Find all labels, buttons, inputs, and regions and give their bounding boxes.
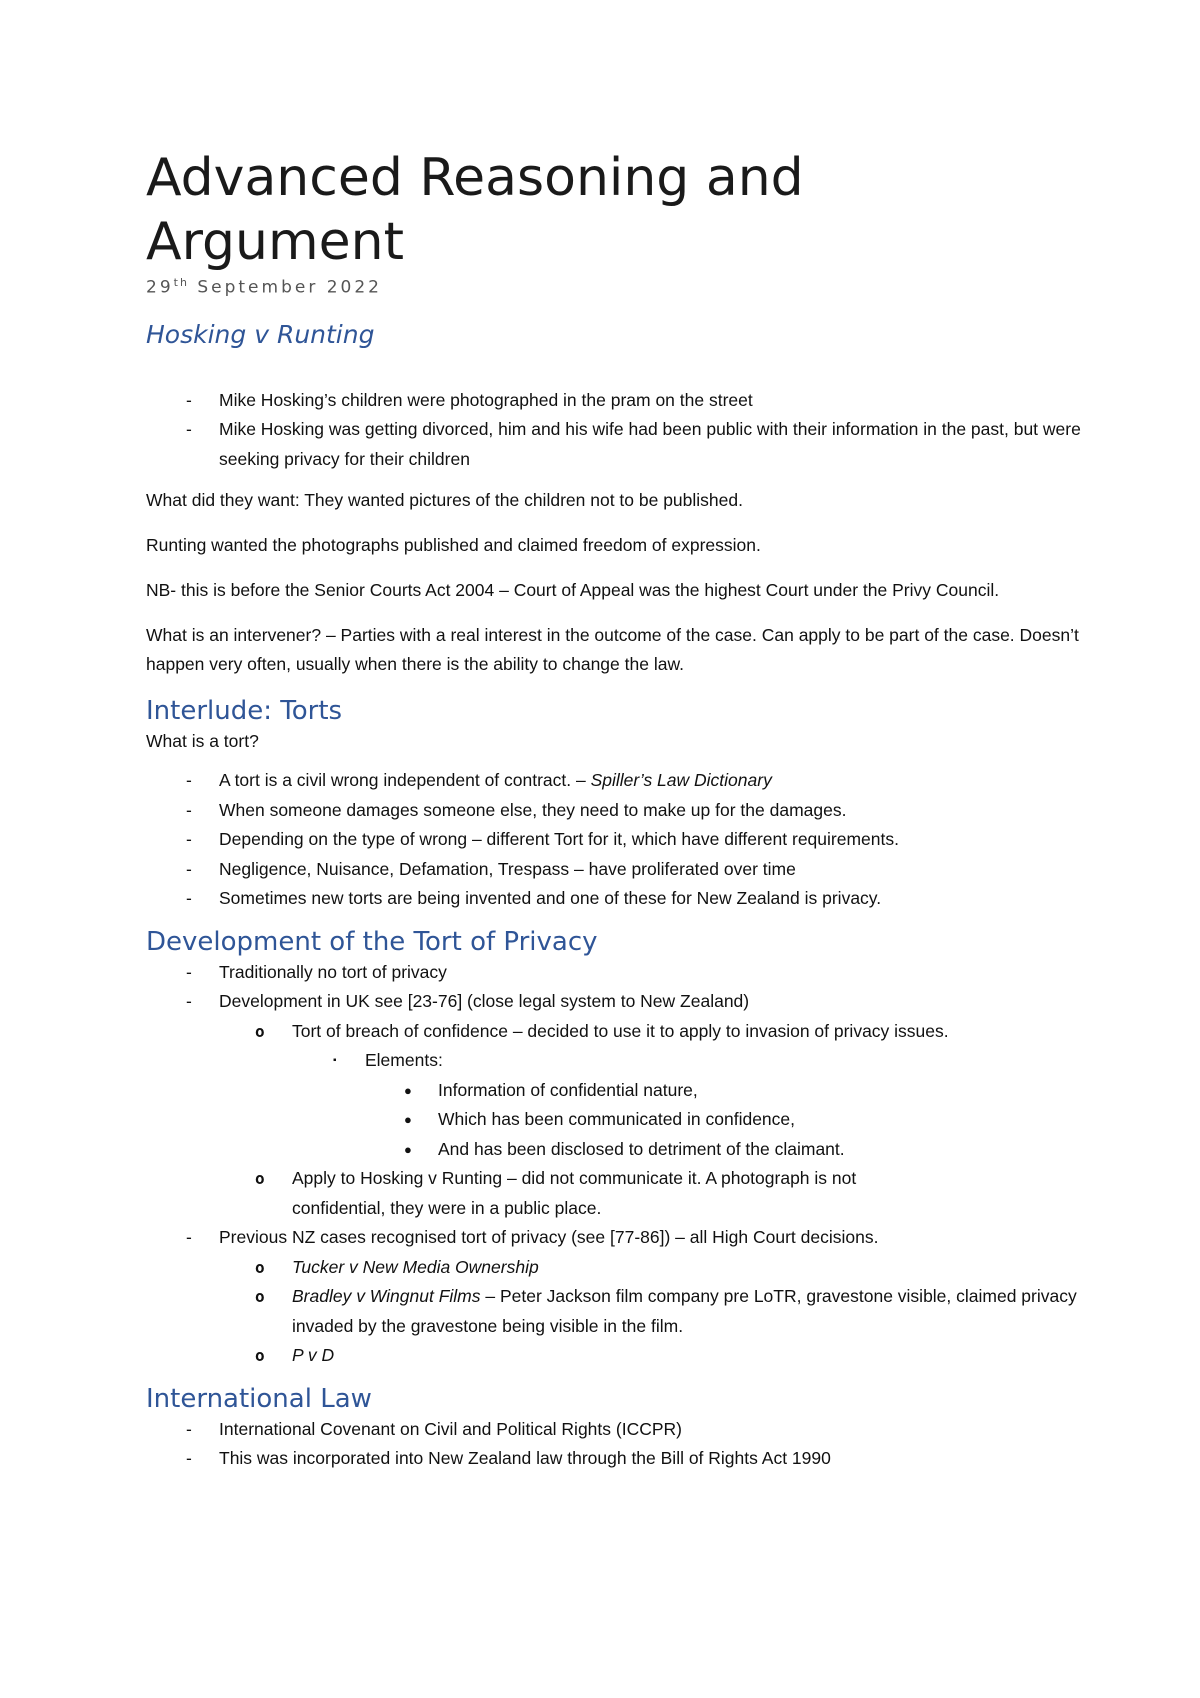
dash-marker: -	[186, 1448, 192, 1469]
dash-marker: -	[186, 770, 192, 791]
elements-sublist	[292, 1046, 1086, 1164]
dash-marker: -	[186, 961, 192, 982]
dash-marker: -	[186, 1418, 192, 1439]
bullet-marker: ●	[404, 1141, 412, 1157]
dash-marker: -	[186, 829, 192, 850]
paragraph-runting: Runting wanted the photographs published and claimed freedom of expression.	[146, 535, 761, 556]
elements-items	[365, 1076, 1086, 1165]
list-item: - When someone damages someone else, they need to make up for the damages.	[146, 796, 1086, 826]
hosking-bullets	[146, 386, 1086, 475]
dash-marker: -	[186, 858, 192, 879]
title-line-1: Advanced Reasoning and	[146, 148, 804, 208]
circle-marker: o	[255, 1346, 265, 1366]
circle-marker: o	[255, 1287, 265, 1307]
document-title	[146, 146, 1086, 274]
list-item: - Traditionally no tort of privacy	[146, 958, 1086, 988]
paragraph-intervener: What is an intervener? – Parties with a real interest in the outcome of the case. Can apply to be part of the case. Doesn’t happen very often, usually when there is the ability to change the law.	[146, 625, 1079, 675]
dash-marker: -	[186, 991, 192, 1012]
list-item: - Mike Hosking was getting divorced, him and his wife had been public with their information in the past, but were seeking privacy for their children	[146, 415, 1086, 474]
list-item: ● Which has been communicated in confidence,	[365, 1105, 1086, 1135]
list-item: - Depending on the type of wrong – different Tort for it, which have different requirements.	[146, 825, 1086, 855]
circle-marker: o	[255, 1021, 265, 1041]
uk-sublist	[219, 1017, 1086, 1224]
list-item: o P v D	[219, 1341, 1086, 1371]
document-content	[146, 146, 1086, 1486]
bullet-marker: ●	[404, 1082, 412, 1098]
list-item: - Previous NZ cases recognised tort of privacy (see [77-86]) – all High Court decisions. o Tucker v New Media Ownership o Bradley v Wingnut Films – Peter Jackson film company pre LoTR, gravestone visible, claimed privacy invaded by the gravestone being visible in the film. o P v D	[146, 1223, 1086, 1371]
paragraph-what-is-tort: What is a tort?	[146, 731, 259, 752]
list-item: ● Information of confidential nature,	[365, 1076, 1086, 1106]
circle-marker: o	[255, 1257, 265, 1277]
list-item: - Mike Hosking’s children were photographed in the pram on the street	[146, 386, 1086, 416]
list-item: - Negligence, Nuisance, Defamation, Trespass – have proliferated over time	[146, 855, 1086, 885]
international-bullets	[146, 1415, 1086, 1474]
list-item: - Sometimes new torts are being invented and one of these for New Zealand is privacy.	[146, 884, 1086, 914]
list-item: - A tort is a civil wrong independent of contract. – Spiller’s Law Dictionary	[146, 766, 1086, 796]
torts-bullets	[146, 766, 1086, 914]
paragraph-nb: NB- this is before the Senior Courts Act 2004 – Court of Appeal was the highest Court under the Privy Council.	[146, 580, 1000, 601]
document-date: 29th September 2022	[146, 276, 382, 298]
dash-marker: -	[186, 799, 192, 820]
heading-interlude-torts: Interlude: Torts	[146, 696, 343, 727]
list-item: - Development in UK see [23-76] (close legal system to New Zealand) o Tort of breach of confidence – decided to use it to apply to invasion of privacy issues. ▪ Elements: ● Information of confidential nature, ● Which has been communicated in confidence, ● And has been disclosed to detriment of the claimant. o Apply to Hosking v Runting – did not communicate it. A photograph is not confidential, they were in a public place.	[146, 987, 1086, 1223]
dash-marker: -	[186, 888, 192, 909]
list-item: o Apply to Hosking v Runting – did not communicate it. A photograph is not confidential, they were in a public place.	[219, 1164, 1086, 1223]
paragraph-what-they-want: What did they want: They wanted pictures of the children not to be published.	[146, 490, 743, 511]
bullet-marker: ●	[404, 1112, 412, 1128]
list-item: - International Covenant on Civil and Political Rights (ICCPR)	[146, 1415, 1086, 1445]
heading-hosking-v-runting: Hosking v Runting	[146, 319, 375, 349]
nz-cases-sublist	[219, 1253, 1086, 1371]
square-marker: ▪	[333, 1055, 337, 1067]
list-item: ▪ Elements: ● Information of confidential nature, ● Which has been communicated in confidence, ● And has been disclosed to detriment of the claimant.	[292, 1046, 1086, 1164]
privacy-bullets	[146, 958, 1086, 1371]
heading-international-law: International Law	[146, 1383, 372, 1414]
list-item: o Tucker v New Media Ownership	[219, 1253, 1086, 1283]
circle-marker: o	[255, 1169, 265, 1189]
list-item: o Bradley v Wingnut Films – Peter Jackson film company pre LoTR, gravestone visible, claimed privacy invaded by the gravestone being visible in the film.	[219, 1282, 1086, 1341]
list-item: - This was incorporated into New Zealand law through the Bill of Rights Act 1990	[146, 1444, 1086, 1474]
dash-marker: -	[186, 1227, 192, 1248]
title-line-2: Argument	[146, 212, 404, 272]
dash-marker: -	[186, 419, 192, 440]
list-item: ● And has been disclosed to detriment of the claimant.	[365, 1135, 1086, 1165]
list-item: o Tort of breach of confidence – decided to use it to apply to invasion of privacy issues. ▪ Elements: ● Information of confidential nature, ● Which has been communicated in confidence, ● And has been disclosed to detriment of the claimant.	[219, 1017, 1086, 1165]
dash-marker: -	[186, 389, 192, 410]
heading-development-of-privacy: Development of the Tort of Privacy	[146, 926, 598, 957]
